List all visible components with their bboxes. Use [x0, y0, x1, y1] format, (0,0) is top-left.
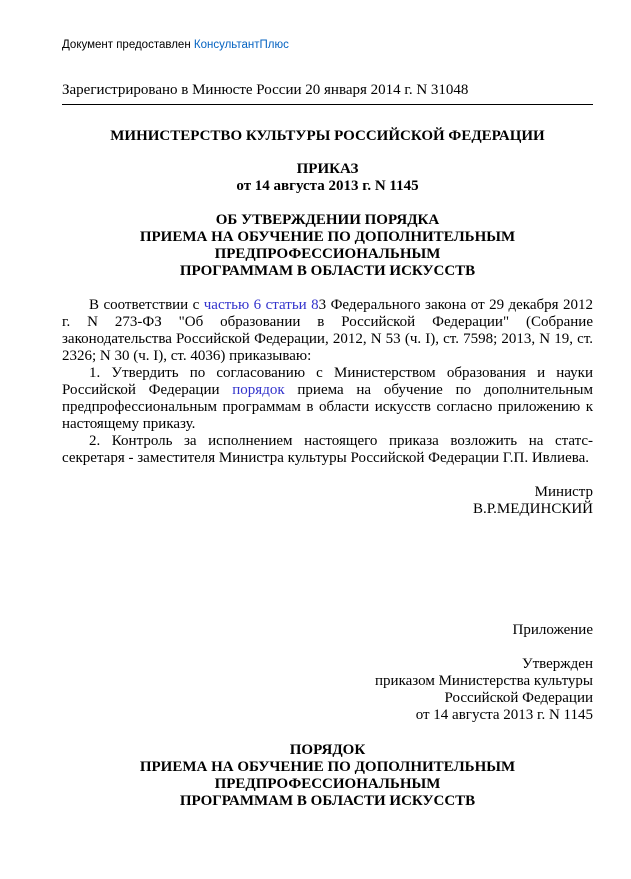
subject-line-2: ПРИЕМА НА ОБУЧЕНИЕ ПО ДОПОЛНИТЕЛЬНЫМ	[139, 229, 516, 245]
item-1-text-after: приема на обучение по дополнительным предпрофессиональным программам в области искусств согласно приложению к настоящему приказу.	[62, 382, 593, 432]
approved-block	[62, 656, 593, 724]
registration-line: Зарегистрировано в Минюсте России 20 января 2014 г. N 31048	[62, 82, 593, 105]
poryadok-heading-line-1: ПОРЯДОК	[289, 742, 366, 758]
item-1-text-before: 1. Утвердить по согласованию с Министерством образования и науки Российской Федерации	[62, 365, 593, 398]
approved-line-2: приказом Министерства культуры	[375, 673, 593, 689]
order-date-heading: от 14 августа 2013 г. N 1145	[236, 178, 419, 194]
preamble-text-before: В соответствии с	[89, 297, 204, 313]
item-1-paragraph	[62, 365, 593, 433]
signature-block	[62, 484, 593, 518]
provider-banner	[62, 38, 593, 52]
approved-line-1: Утвержден	[521, 656, 593, 672]
approved-line-4: от 14 августа 2013 г. N 1145	[415, 707, 593, 723]
poryadok-link[interactable]: порядок	[232, 382, 285, 398]
provider-banner-text: Документ предоставлен	[62, 39, 194, 51]
approved-line-3: Российской Федерации	[444, 690, 593, 706]
poryadok-heading	[62, 742, 593, 810]
subject-line-3: ПРЕДПРОФЕССИОНАЛЬНЫМ	[214, 246, 441, 262]
signature-title: Министр	[534, 484, 593, 500]
law-article-link[interactable]: частью 6 статьи 8	[203, 297, 319, 313]
order-subject-heading	[62, 212, 593, 280]
order-type-heading: ПРИКАЗ	[296, 161, 359, 177]
item-2-paragraph: 2. Контроль за исполнением настоящего приказа возложить на статс-секретаря - заместителя Министра культуры Российской Федерации Г.П. Ивлиева.	[62, 433, 593, 466]
preamble-paragraph	[62, 297, 593, 365]
preamble-text-after: 3 Федерального закона от 29 декабря 2012 г. N 273-ФЗ "Об образовании в Российской Федерации" (Собрание законодательства Российской Федерации, 2012, N 53 (ч. I), ст. 7598; 2013, N 19, ст. 2326; N 30 (ч. I), ст. 4036) приказываю:	[62, 297, 593, 364]
poryadok-heading-line-3: ПРЕДПРОФЕССИОНАЛЬНЫМ	[214, 776, 441, 792]
order-body	[62, 297, 593, 467]
signature-name: В.Р.МЕДИНСКИЙ	[472, 501, 593, 517]
subject-line-1: ОБ УТВЕРЖДЕНИИ ПОРЯДКА	[215, 212, 440, 228]
poryadok-heading-line-2: ПРИЕМА НА ОБУЧЕНИЕ ПО ДОПОЛНИТЕЛЬНЫМ	[139, 759, 516, 775]
appendix-label: Приложение	[512, 622, 593, 638]
ministry-heading: МИНИСТЕРСТВО КУЛЬТУРЫ РОССИЙСКОЙ ФЕДЕРАЦИИ	[110, 128, 545, 144]
subject-line-4: ПРОГРАММАМ В ОБЛАСТИ ИСКУССТВ	[179, 263, 476, 279]
consultant-plus-link[interactable]: КонсультантПлюс	[193, 39, 289, 51]
poryadok-heading-line-4: ПРОГРАММАМ В ОБЛАСТИ ИСКУССТВ	[179, 793, 476, 809]
